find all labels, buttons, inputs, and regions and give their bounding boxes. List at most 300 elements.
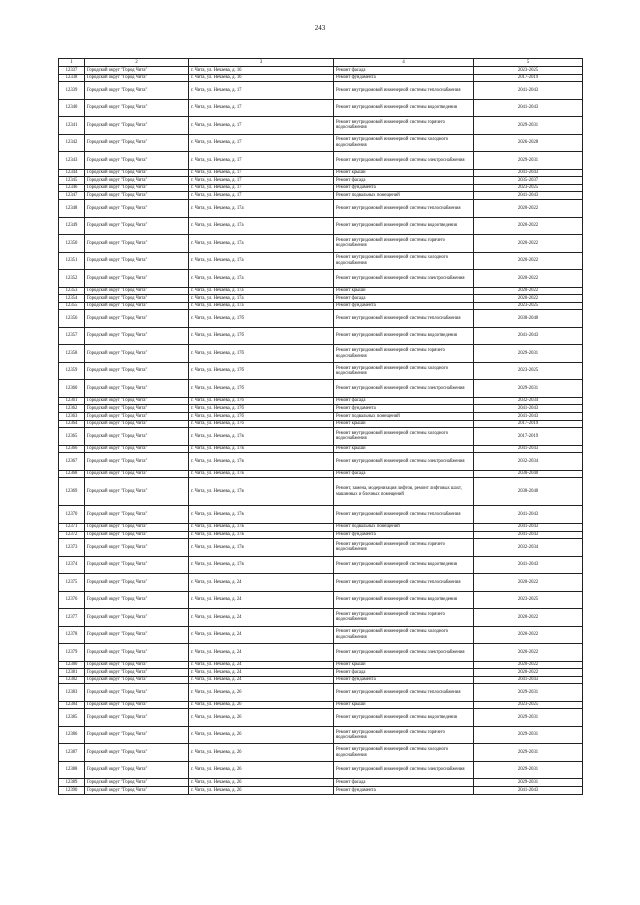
- municipality-cell: Городской округ "Город Чита": [85, 556, 189, 574]
- municipality-cell: Городской округ "Город Чита": [85, 644, 189, 662]
- work-type-cell: Ремонт фундамента: [334, 787, 474, 795]
- municipality-cell: Городской округ "Город Чита": [85, 684, 189, 702]
- address-cell: г. Чита, ул. Нечаева, д. 17б: [189, 345, 334, 363]
- table-row: [59, 591, 583, 609]
- period-cell: 2023-2025: [474, 67, 583, 75]
- row-number: 12389: [59, 779, 85, 787]
- row-number: 12358: [59, 345, 85, 363]
- work-type-cell: Ремонт внутридомовой инженерной системы теплоснабжения: [334, 200, 474, 218]
- table-row: [59, 217, 583, 235]
- municipality-cell: Городской округ "Город Чита": [85, 626, 189, 644]
- period-cell: 2032-2034: [474, 453, 583, 471]
- work-type-cell: Ремонт внутридомовой инженерной системы горячего водоснабжения: [334, 539, 474, 557]
- address-cell: г. Чита, ул. Нечаева, д. 24: [189, 591, 334, 609]
- row-number: 12338: [59, 74, 85, 82]
- table-row: [59, 701, 583, 709]
- address-cell: г. Чита, ул. Нечаева, д. 26: [189, 701, 334, 709]
- period-cell: 2041-2043: [474, 169, 583, 177]
- table-row: [59, 609, 583, 627]
- work-type-cell: Ремонт подвальных помещений: [334, 523, 474, 531]
- row-number: 12364: [59, 420, 85, 428]
- period-cell: 2023-2025: [474, 701, 583, 709]
- period-cell: 2041-2043: [474, 531, 583, 539]
- work-type-cell: Ремонт фасада: [334, 470, 474, 478]
- address-cell: г. Чита, ул. Нечаева, д. 17в: [189, 531, 334, 539]
- period-cell: 2020-2022: [474, 644, 583, 662]
- work-type-cell: Ремонт внутридомовой инженерной системы электроснабжения: [334, 270, 474, 288]
- row-number: 12349: [59, 217, 85, 235]
- table-row: [59, 302, 583, 310]
- municipality-cell: Городской округ "Город Чита": [85, 217, 189, 235]
- table-row: [59, 74, 583, 82]
- municipality-cell: Городской округ "Город Чита": [85, 67, 189, 75]
- address-cell: г. Чита, ул. Нечаева, д. 17: [189, 177, 334, 185]
- work-type-cell: Ремонт внутридомовой инженерной системы водоотведения: [334, 556, 474, 574]
- row-number: 12368: [59, 470, 85, 478]
- work-type-cell: Ремонт внутридомовой инженерной системы электроснабжения: [334, 152, 474, 170]
- address-cell: г. Чита, ул. Нечаева, д. 17в: [189, 428, 334, 446]
- period-cell: 2032-2034: [474, 539, 583, 557]
- work-type-cell: Ремонт внутридомовой инженерной системы горячего водоснабжения: [334, 726, 474, 744]
- table-row: [59, 362, 583, 380]
- municipality-cell: Городской округ "Город Чита": [85, 761, 189, 779]
- column-header: 2: [85, 59, 189, 67]
- municipality-cell: Городской округ "Город Чита": [85, 779, 189, 787]
- period-cell: 2020-2022: [474, 669, 583, 677]
- row-number: 12370: [59, 506, 85, 524]
- period-cell: 2017-2019: [474, 420, 583, 428]
- address-cell: г. Чита, ул. Нечаева, д. 17а: [189, 270, 334, 288]
- work-type-cell: Ремонт фасада: [334, 779, 474, 787]
- municipality-cell: Городской округ "Город Чита": [85, 177, 189, 185]
- table-row: [59, 235, 583, 253]
- work-type-cell: Ремонт внутридомовой инженерной системы водоотведения: [334, 99, 474, 117]
- work-type-cell: Ремонт внутридомовой инженерной системы горячего водоснабжения: [334, 235, 474, 253]
- table-row: [59, 779, 583, 787]
- table-row: [59, 506, 583, 524]
- table-row: [59, 413, 583, 421]
- address-cell: г. Чита, ул. Нечаева, д. 17: [189, 192, 334, 200]
- period-cell: 2020-2022: [474, 270, 583, 288]
- address-cell: г. Чита, ул. Нечаева, д. 17б: [189, 413, 334, 421]
- row-number: 12382: [59, 676, 85, 684]
- municipality-cell: Городской округ "Город Чита": [85, 134, 189, 152]
- municipality-cell: Городской округ "Город Чита": [85, 709, 189, 727]
- table-row: [59, 676, 583, 684]
- row-number: 12347: [59, 192, 85, 200]
- table-row: [59, 523, 583, 531]
- address-cell: г. Чита, ул. Нечаева, д. 17в: [189, 453, 334, 471]
- municipality-cell: Городской округ "Город Чита": [85, 200, 189, 218]
- municipality-cell: Городской округ "Город Чита": [85, 152, 189, 170]
- work-type-cell: Ремонт фундамента: [334, 74, 474, 82]
- table-row: [59, 327, 583, 345]
- address-cell: г. Чита, ул. Нечаева, д. 17а: [189, 217, 334, 235]
- row-number: 12381: [59, 669, 85, 677]
- period-cell: 2020-2022: [474, 661, 583, 669]
- period-cell: 2041-2043: [474, 556, 583, 574]
- address-cell: г. Чита, ул. Нечаева, д. 26: [189, 761, 334, 779]
- table-row: [59, 169, 583, 177]
- address-cell: г. Чита, ул. Нечаева, д. 17а: [189, 235, 334, 253]
- work-type-cell: Ремонт внутридомовой инженерной системы теплоснабжения: [334, 574, 474, 592]
- municipality-cell: Городской округ "Город Чита": [85, 574, 189, 592]
- row-number: 12346: [59, 184, 85, 192]
- work-type-cell: Ремонт крыши: [334, 701, 474, 709]
- table-row: [59, 470, 583, 478]
- address-cell: г. Чита, ул. Нечаева, д. 26: [189, 787, 334, 795]
- work-type-cell: Ремонт фундамента: [334, 184, 474, 192]
- period-cell: 2041-2043: [474, 413, 583, 421]
- period-cell: 2020-2022: [474, 609, 583, 627]
- work-type-cell: Ремонт внутридомовой инженерной системы холодного водоснабжения: [334, 626, 474, 644]
- row-number: 12380: [59, 661, 85, 669]
- work-type-cell: Ремонт фундамента: [334, 676, 474, 684]
- work-type-cell: Ремонт внутридомовой инженерной системы холодного водоснабжения: [334, 252, 474, 270]
- row-number: 12369: [59, 478, 85, 506]
- work-type-cell: Ремонт внутридомовой инженерной системы теплоснабжения: [334, 310, 474, 328]
- municipality-cell: Городской округ "Город Чита": [85, 420, 189, 428]
- column-header: 3: [189, 59, 334, 67]
- municipality-cell: Городской округ "Город Чита": [85, 787, 189, 795]
- address-cell: г. Чита, ул. Нечаева, д. 24: [189, 644, 334, 662]
- work-type-cell: Ремонт внутридомовой инженерной системы горячего водоснабжения: [334, 345, 474, 363]
- address-cell: г. Чита, ул. Нечаева, д. 24: [189, 609, 334, 627]
- row-number: 12387: [59, 744, 85, 762]
- address-cell: г. Чита, ул. Нечаева, д. 26: [189, 709, 334, 727]
- table-row: [59, 787, 583, 795]
- period-cell: 2017-2019: [474, 74, 583, 82]
- period-cell: 2038-2040: [474, 470, 583, 478]
- row-number: 12341: [59, 117, 85, 135]
- table-row: [59, 539, 583, 557]
- table-row: [59, 644, 583, 662]
- period-cell: 2020-2022: [474, 574, 583, 592]
- row-number: 12344: [59, 169, 85, 177]
- work-type-cell: Ремонт крыши: [334, 169, 474, 177]
- work-type-cell: Ремонт внутридомовой инженерной системы электроснабжения: [334, 453, 474, 471]
- period-cell: 2029-2031: [474, 152, 583, 170]
- row-number: 12372: [59, 531, 85, 539]
- row-number: 12353: [59, 287, 85, 295]
- table-row: [59, 177, 583, 185]
- municipality-cell: Городской округ "Город Чита": [85, 345, 189, 363]
- work-type-cell: Ремонт внутридомовой инженерной системы холодного водоснабжения: [334, 744, 474, 762]
- row-number: 12348: [59, 200, 85, 218]
- address-cell: г. Чита, ул. Нечаева, д. 16: [189, 67, 334, 75]
- address-cell: г. Чита, ул. Нечаева, д. 17а: [189, 287, 334, 295]
- address-cell: г. Чита, ул. Нечаева, д. 26: [189, 726, 334, 744]
- work-type-cell: Ремонт фундамента: [334, 302, 474, 310]
- table-row: [59, 405, 583, 413]
- address-cell: г. Чита, ул. Нечаева, д. 24: [189, 661, 334, 669]
- row-number: 12361: [59, 397, 85, 405]
- table-row: [59, 380, 583, 398]
- period-cell: 2020-2022: [474, 287, 583, 295]
- period-cell: 2041-2043: [474, 82, 583, 100]
- address-cell: г. Чита, ул. Нечаева, д. 17б: [189, 397, 334, 405]
- period-cell: 2029-2031: [474, 684, 583, 702]
- period-cell: 2020-2022: [474, 217, 583, 235]
- row-number: 12359: [59, 362, 85, 380]
- work-type-cell: Ремонт внутридомовой инженерной системы водоотведения: [334, 217, 474, 235]
- row-number: 12350: [59, 235, 85, 253]
- address-cell: г. Чита, ул. Нечаева, д. 17: [189, 134, 334, 152]
- row-number: 12339: [59, 82, 85, 100]
- row-number: 12373: [59, 539, 85, 557]
- table-row: [59, 556, 583, 574]
- period-cell: 2041-2043: [474, 192, 583, 200]
- period-cell: 2035-2037: [474, 177, 583, 185]
- address-cell: г. Чита, ул. Нечаева, д. 26: [189, 779, 334, 787]
- period-cell: 2023-2025: [474, 362, 583, 380]
- address-cell: г. Чита, ул. Нечаева, д. 17а: [189, 295, 334, 303]
- work-type-cell: Ремонт внутридомовой инженерной системы теплоснабжения: [334, 506, 474, 524]
- column-header: 1: [59, 59, 85, 67]
- work-type-cell: Ремонт внутридомовой инженерной системы электроснабжения: [334, 380, 474, 398]
- table-row: [59, 152, 583, 170]
- table-row: [59, 420, 583, 428]
- municipality-cell: Городской округ "Город Чита": [85, 310, 189, 328]
- table-row: [59, 134, 583, 152]
- work-type-cell: Ремонт крыши: [334, 420, 474, 428]
- table-row: [59, 397, 583, 405]
- address-cell: г. Чита, ул. Нечаева, д. 17в: [189, 506, 334, 524]
- row-number: 12366: [59, 445, 85, 453]
- address-cell: г. Чита, ул. Нечаева, д. 24: [189, 574, 334, 592]
- period-cell: 2023-2025: [474, 184, 583, 192]
- table-row: [59, 761, 583, 779]
- table-row: [59, 252, 583, 270]
- row-number: 12385: [59, 709, 85, 727]
- address-cell: г. Чита, ул. Нечаева, д. 17: [189, 117, 334, 135]
- address-cell: г. Чита, ул. Нечаева, д. 17: [189, 169, 334, 177]
- work-type-cell: Ремонт внутридомовой инженерной системы водоотведения: [334, 709, 474, 727]
- period-cell: 2020-2022: [474, 200, 583, 218]
- row-number: 12363: [59, 413, 85, 421]
- municipality-cell: Городской округ "Город Чита": [85, 287, 189, 295]
- address-cell: г. Чита, ул. Нечаева, д. 17в: [189, 470, 334, 478]
- row-number: 12354: [59, 295, 85, 303]
- table-row: [59, 709, 583, 727]
- address-cell: г. Чита, ул. Нечаева, д. 17б: [189, 310, 334, 328]
- row-number: 12388: [59, 761, 85, 779]
- period-cell: 2020-2022: [474, 295, 583, 303]
- table-row: [59, 200, 583, 218]
- municipality-cell: Городской округ "Город Чита": [85, 327, 189, 345]
- row-number: 12384: [59, 701, 85, 709]
- table-body: [59, 67, 583, 795]
- address-cell: г. Чита, ул. Нечаева, д. 24: [189, 676, 334, 684]
- table-row: [59, 67, 583, 75]
- row-number: 12375: [59, 574, 85, 592]
- address-cell: г. Чита, ул. Нечаева, д. 17б: [189, 362, 334, 380]
- address-cell: г. Чита, ул. Нечаева, д. 26: [189, 684, 334, 702]
- work-type-cell: Ремонт, замена, модернизация лифтов, ремонт лифтовых шахт, машинных и блочных помещений: [334, 478, 474, 506]
- row-number: 12357: [59, 327, 85, 345]
- work-type-cell: Ремонт внутридомовой инженерной системы теплоснабжения: [334, 684, 474, 702]
- municipality-cell: Городской округ "Город Чита": [85, 744, 189, 762]
- row-number: 12383: [59, 684, 85, 702]
- period-cell: 2020-2022: [474, 252, 583, 270]
- address-cell: г. Чита, ул. Нечаева, д. 17в: [189, 478, 334, 506]
- row-number: 12355: [59, 302, 85, 310]
- table-row: [59, 626, 583, 644]
- table-row: [59, 99, 583, 117]
- period-cell: 2029-2031: [474, 779, 583, 787]
- municipality-cell: Городской округ "Город Чита": [85, 609, 189, 627]
- table-row: [59, 453, 583, 471]
- work-type-cell: Ремонт внутридомовой инженерной системы электроснабжения: [334, 761, 474, 779]
- work-type-cell: Ремонт внутридомовой инженерной системы холодного водоснабжения: [334, 362, 474, 380]
- table-row: [59, 531, 583, 539]
- work-type-cell: Ремонт внутридомовой инженерной системы теплоснабжения: [334, 82, 474, 100]
- row-number: 12342: [59, 134, 85, 152]
- municipality-cell: Городской округ "Город Чита": [85, 413, 189, 421]
- row-number: 12390: [59, 787, 85, 795]
- municipality-cell: Городской округ "Город Чита": [85, 453, 189, 471]
- row-number: 12352: [59, 270, 85, 288]
- municipality-cell: Городской округ "Город Чита": [85, 252, 189, 270]
- work-type-cell: Ремонт подвальных помещений: [334, 413, 474, 421]
- row-number: 12360: [59, 380, 85, 398]
- table-row: [59, 428, 583, 446]
- period-cell: 2029-2031: [474, 380, 583, 398]
- municipality-cell: Городской округ "Город Чита": [85, 428, 189, 446]
- work-type-cell: Ремонт внутридомовой инженерной системы водоотведения: [334, 591, 474, 609]
- column-header: 4: [334, 59, 474, 67]
- work-type-cell: Ремонт крыши: [334, 445, 474, 453]
- address-cell: г. Чита, ул. Нечаева, д. 17: [189, 82, 334, 100]
- row-number: 12386: [59, 726, 85, 744]
- period-cell: 2017-2019: [474, 428, 583, 446]
- period-cell: 2041-2043: [474, 506, 583, 524]
- municipality-cell: Городской округ "Город Чита": [85, 405, 189, 413]
- table-row: [59, 744, 583, 762]
- municipality-cell: Городской округ "Город Чита": [85, 302, 189, 310]
- table-row: [59, 684, 583, 702]
- period-cell: 2041-2043: [474, 787, 583, 795]
- address-cell: г. Чита, ул. Нечаева, д. 17: [189, 152, 334, 170]
- table-row: [59, 445, 583, 453]
- row-number: 12343: [59, 152, 85, 170]
- row-number: 12340: [59, 99, 85, 117]
- table-row: [59, 287, 583, 295]
- municipality-cell: Городской округ "Город Чита": [85, 539, 189, 557]
- address-cell: г. Чита, ул. Нечаева, д. 17а: [189, 252, 334, 270]
- municipality-cell: Городской округ "Город Чита": [85, 169, 189, 177]
- row-number: 12376: [59, 591, 85, 609]
- municipality-cell: Городской округ "Город Чита": [85, 82, 189, 100]
- work-type-cell: Ремонт фасада: [334, 295, 474, 303]
- row-number: 12367: [59, 453, 85, 471]
- municipality-cell: Городской округ "Город Чита": [85, 117, 189, 135]
- municipality-cell: Городской округ "Город Чита": [85, 380, 189, 398]
- address-cell: г. Чита, ул. Нечаева, д. 17: [189, 99, 334, 117]
- row-number: 12345: [59, 177, 85, 185]
- municipality-cell: Городской округ "Город Чита": [85, 74, 189, 82]
- municipality-cell: Городской округ "Город Чита": [85, 726, 189, 744]
- municipality-cell: Городской округ "Город Чита": [85, 99, 189, 117]
- period-cell: 2023-2025: [474, 302, 583, 310]
- address-cell: г. Чита, ул. Нечаева, д. 17б: [189, 327, 334, 345]
- work-type-cell: Ремонт фасада: [334, 397, 474, 405]
- municipality-cell: Городской округ "Город Чита": [85, 397, 189, 405]
- table-row: [59, 295, 583, 303]
- row-number: 12362: [59, 405, 85, 413]
- work-type-cell: Ремонт фасада: [334, 67, 474, 75]
- address-cell: г. Чита, ул. Нечаева, д. 17б: [189, 380, 334, 398]
- work-type-cell: Ремонт крыши: [334, 661, 474, 669]
- table-row: [59, 117, 583, 135]
- address-cell: г. Чита, ул. Нечаева, д. 17: [189, 184, 334, 192]
- period-cell: 2029-2031: [474, 117, 583, 135]
- municipality-cell: Городской округ "Город Чита": [85, 184, 189, 192]
- page-number: 243: [314, 24, 326, 32]
- period-cell: 2032-2034: [474, 397, 583, 405]
- work-type-cell: Ремонт внутридомовой инженерной системы водоотведения: [334, 327, 474, 345]
- table-row: [59, 184, 583, 192]
- address-cell: г. Чита, ул. Нечаева, д. 17в: [189, 556, 334, 574]
- address-cell: г. Чита, ул. Нечаева, д. 24: [189, 626, 334, 644]
- header-row: [59, 59, 583, 67]
- period-cell: 2029-2031: [474, 709, 583, 727]
- row-number: 12371: [59, 523, 85, 531]
- municipality-cell: Городской округ "Город Чита": [85, 192, 189, 200]
- work-type-cell: Ремонт внутридомовой инженерной системы холодного водоснабжения: [334, 428, 474, 446]
- row-number: 12377: [59, 609, 85, 627]
- table-row: [59, 345, 583, 363]
- address-cell: г. Чита, ул. Нечаева, д. 17в: [189, 539, 334, 557]
- municipality-cell: Городской округ "Город Чита": [85, 676, 189, 684]
- repair-schedule-table: [58, 58, 583, 795]
- work-type-cell: Ремонт внутридомовой инженерной системы горячего водоснабжения: [334, 117, 474, 135]
- row-number: 12378: [59, 626, 85, 644]
- period-cell: 2041-2043: [474, 445, 583, 453]
- work-type-cell: Ремонт фундамента: [334, 405, 474, 413]
- municipality-cell: Городской округ "Город Чита": [85, 270, 189, 288]
- period-cell: 2029-2031: [474, 345, 583, 363]
- row-number: 12356: [59, 310, 85, 328]
- period-cell: 2026-2028: [474, 134, 583, 152]
- municipality-cell: Городской округ "Город Чита": [85, 661, 189, 669]
- period-cell: 2038-2040: [474, 478, 583, 506]
- address-cell: г. Чита, ул. Нечаева, д. 16: [189, 74, 334, 82]
- work-type-cell: Ремонт фасада: [334, 177, 474, 185]
- row-number: 12337: [59, 67, 85, 75]
- municipality-cell: Городской округ "Город Чита": [85, 362, 189, 380]
- row-number: 12379: [59, 644, 85, 662]
- work-type-cell: Ремонт крыши: [334, 287, 474, 295]
- address-cell: г. Чита, ул. Нечаева, д. 17а: [189, 200, 334, 218]
- period-cell: 2041-2043: [474, 327, 583, 345]
- municipality-cell: Городской округ "Город Чита": [85, 295, 189, 303]
- municipality-cell: Городской округ "Город Чита": [85, 478, 189, 506]
- period-cell: 2023-2025: [474, 591, 583, 609]
- table-row: [59, 82, 583, 100]
- table-row: [59, 726, 583, 744]
- municipality-cell: Городской округ "Город Чита": [85, 669, 189, 677]
- municipality-cell: Городской округ "Город Чита": [85, 470, 189, 478]
- column-header: 5: [474, 59, 583, 67]
- municipality-cell: Городской округ "Город Чита": [85, 531, 189, 539]
- period-cell: 2020-2022: [474, 626, 583, 644]
- period-cell: 2041-2043: [474, 523, 583, 531]
- period-cell: 2029-2031: [474, 761, 583, 779]
- work-type-cell: Ремонт фасада: [334, 669, 474, 677]
- table-row: [59, 478, 583, 506]
- row-number: 12351: [59, 252, 85, 270]
